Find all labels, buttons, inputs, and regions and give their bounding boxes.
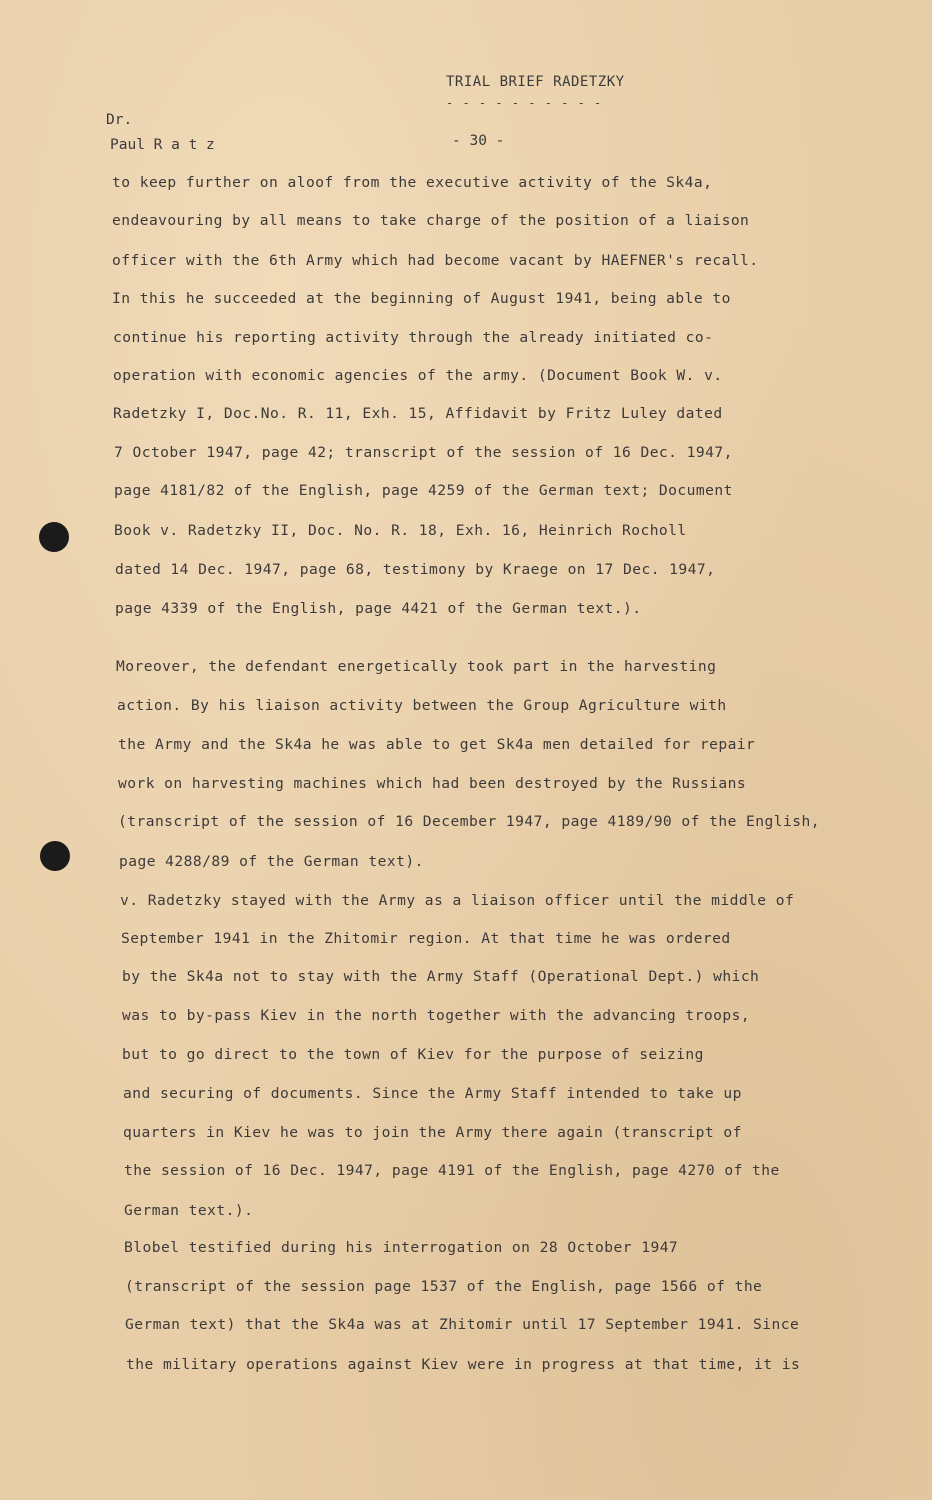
text-line: September 1941 in the Zhitomir region. At that time he was ordered <box>121 930 731 947</box>
text-line: German text) that the Sk4a was at Zhitomir until 17 September 1941. Since <box>125 1316 800 1333</box>
text-line: quarters in Kiev he was to join the Army there again (transcript of <box>123 1124 742 1141</box>
page-number: - 30 - <box>452 133 505 149</box>
text-line: the session of 16 Dec. 1947, page 4191 of the English, page 4270 of the <box>124 1162 780 1179</box>
text-line: was to by-pass Kiev in the north together with the advancing troops, <box>122 1007 751 1024</box>
text-line: Radetzky I, Doc.No. R. 11, Exh. 15, Affidavit by Fritz Luley dated <box>113 405 723 422</box>
text-line: endeavouring by all means to take charge of the position of a liaison <box>112 212 750 229</box>
author-title: Dr. <box>106 112 133 128</box>
text-line: and securing of documents. Since the Army Staff intended to take up <box>123 1085 742 1102</box>
punch-hole <box>39 522 69 552</box>
document-title: TRIAL BRIEF RADETZKY <box>446 74 625 90</box>
text-line: by the Sk4a not to stay with the Army Staff (Operational Dept.) which <box>122 968 760 985</box>
author-name: Paul R a t z <box>110 137 215 153</box>
text-line: action. By his liaison activity between the Group Agriculture with <box>117 697 727 714</box>
text-line: operation with economic agencies of the army. (Document Book W. v. <box>113 367 723 384</box>
text-line: the Army and the Sk4a he was able to get Sk4a men detailed for repair <box>118 736 756 753</box>
text-line: In this he succeeded at the beginning of August 1941, being able to <box>112 290 731 307</box>
text-line: Book v. Radetzky II, Doc. No. R. 18, Exh. 16, Heinrich Rocholl <box>114 522 687 539</box>
text-line: the military operations against Kiev were in progress at that time, it is <box>126 1356 801 1373</box>
text-line: Moreover, the defendant energetically took part in the harvesting <box>116 658 717 675</box>
text-line: dated 14 Dec. 1947, page 68, testimony by Kraege on 17 Dec. 1947, <box>115 561 716 578</box>
text-line: officer with the 6th Army which had become vacant by HAEFNER's recall. <box>112 252 759 269</box>
punch-hole <box>40 841 70 871</box>
title-underline: - - - - - - - - - - <box>446 96 603 110</box>
text-line: (transcript of the session page 1537 of the English, page 1566 of the <box>125 1278 763 1295</box>
text-line: (transcript of the session of 16 December 1947, page 4189/90 of the English, <box>118 813 820 830</box>
text-line: but to go direct to the town of Kiev for the purpose of seizing <box>122 1046 704 1063</box>
text-line: German text.). <box>124 1202 254 1219</box>
text-line: page 4181/82 of the English, page 4259 of the German text; Document <box>114 482 733 499</box>
text-line: work on harvesting machines which had been destroyed by the Russians <box>118 775 747 792</box>
text-line: continue his reporting activity through the already initiated co- <box>113 329 714 346</box>
text-line: to keep further on aloof from the executive activity of the Sk4a, <box>112 174 713 191</box>
text-line: Blobel testified during his interrogation on 28 October 1947 <box>124 1239 679 1256</box>
text-line: page 4339 of the English, page 4421 of the German text.). <box>115 600 642 617</box>
text-line: 7 October 1947, page 42; transcript of the session of 16 Dec. 1947, <box>114 444 733 461</box>
text-line: v. Radetzky stayed with the Army as a liaison officer until the middle of <box>120 892 795 909</box>
text-line: page 4288/89 of the German text). <box>119 853 424 870</box>
